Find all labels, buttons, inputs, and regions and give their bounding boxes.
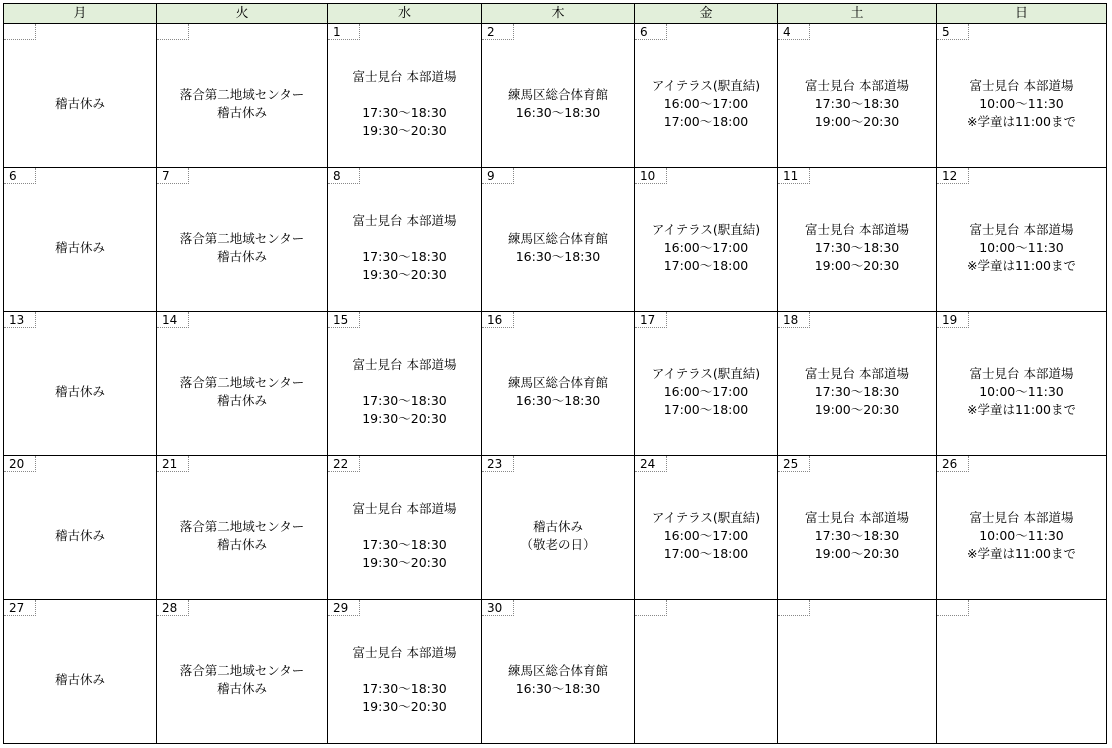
day-cell bbox=[937, 312, 1107, 456]
schedule-line: 稽古休み bbox=[54, 671, 105, 687]
schedule-line: 練馬区総合体育館 bbox=[507, 230, 608, 246]
schedule-line: 16:30～18:30 bbox=[515, 248, 601, 264]
schedule-line: 稽古休み bbox=[54, 95, 105, 111]
day-number bbox=[778, 600, 810, 616]
schedule-line: 17:00～18:00 bbox=[663, 113, 749, 129]
schedule-line: 17:30～18:30 bbox=[362, 248, 447, 264]
day-cell bbox=[482, 24, 635, 168]
schedule-line: 17:00～18:00 bbox=[663, 401, 749, 417]
schedule-line: 19:30～20:30 bbox=[362, 266, 447, 282]
day-cell bbox=[635, 456, 778, 600]
day-number: 28 bbox=[157, 600, 189, 616]
schedule-entry bbox=[482, 184, 634, 311]
day-number: 1 bbox=[328, 24, 360, 40]
schedule-line: 19:30～20:30 bbox=[362, 698, 447, 714]
weekday-header-fri: 金 bbox=[635, 4, 778, 24]
day-number: 23 bbox=[482, 456, 514, 472]
schedule-line: 富士見台 本部道場 bbox=[352, 500, 457, 516]
schedule-line: 16:00～17:00 bbox=[663, 95, 749, 111]
schedule-entry bbox=[4, 472, 156, 599]
day-cell bbox=[4, 168, 157, 312]
day-number: 21 bbox=[157, 456, 189, 472]
schedule-line: 富士見台 本部道場 bbox=[969, 365, 1074, 381]
schedule-line: 富士見台 本部道場 bbox=[969, 509, 1074, 525]
day-cell bbox=[4, 312, 157, 456]
day-cell bbox=[157, 312, 328, 456]
day-cell bbox=[482, 312, 635, 456]
schedule-entry bbox=[937, 184, 1106, 311]
schedule-line: 稽古休み bbox=[54, 527, 105, 543]
day-cell bbox=[4, 600, 157, 744]
schedule-entry bbox=[635, 472, 777, 599]
schedule-line: 富士見台 本部道場 bbox=[805, 221, 909, 237]
schedule-line: 稽古休み bbox=[216, 248, 267, 264]
schedule-line: 練馬区総合体育館 bbox=[507, 86, 608, 102]
day-number: 29 bbox=[328, 600, 360, 616]
weekday-header-sat: 土 bbox=[778, 4, 937, 24]
day-cell bbox=[328, 600, 482, 744]
week-row bbox=[4, 168, 1107, 312]
schedule-line: 練馬区総合体育館 bbox=[507, 662, 608, 678]
day-number: 10 bbox=[635, 168, 667, 184]
day-cell bbox=[4, 24, 157, 168]
schedule-line: 19:00～20:30 bbox=[814, 113, 900, 129]
day-number: 14 bbox=[157, 312, 189, 328]
schedule-entry bbox=[482, 328, 634, 455]
day-cell bbox=[157, 456, 328, 600]
day-number: 25 bbox=[778, 456, 810, 472]
weekday-header-thu: 木 bbox=[482, 4, 635, 24]
schedule-line: 17:00～18:00 bbox=[663, 545, 749, 561]
schedule-line: 19:30～20:30 bbox=[362, 554, 447, 570]
day-number: 6 bbox=[635, 24, 667, 40]
schedule-line: アイテラス(駅直結) bbox=[651, 77, 761, 93]
day-number: 16 bbox=[482, 312, 514, 328]
week-row bbox=[4, 456, 1107, 600]
schedule-line: 19:30～20:30 bbox=[362, 410, 447, 426]
day-cell bbox=[482, 600, 635, 744]
day-number: 30 bbox=[482, 600, 514, 616]
schedule-line: 17:00～18:00 bbox=[663, 257, 749, 273]
day-number: 13 bbox=[4, 312, 36, 328]
schedule-line: （敬老の日） bbox=[520, 536, 596, 552]
day-cell bbox=[4, 456, 157, 600]
schedule-line: 稽古休み bbox=[216, 392, 267, 408]
day-number bbox=[937, 600, 969, 616]
schedule-line: 16:00～17:00 bbox=[663, 239, 749, 255]
day-cell bbox=[778, 168, 937, 312]
day-cell bbox=[937, 24, 1107, 168]
day-number: 22 bbox=[328, 456, 360, 472]
schedule-entry bbox=[778, 472, 936, 599]
day-number: 15 bbox=[328, 312, 360, 328]
schedule-line: 富士見台 本部道場 bbox=[969, 221, 1074, 237]
week-row bbox=[4, 312, 1107, 456]
day-cell bbox=[778, 600, 937, 744]
day-cell bbox=[937, 168, 1107, 312]
schedule-line: 17:30～18:30 bbox=[814, 239, 900, 255]
day-number: 27 bbox=[4, 600, 36, 616]
day-cell bbox=[937, 600, 1107, 744]
schedule-line: 富士見台 本部道場 bbox=[352, 212, 457, 228]
schedule-line: 10:00～11:30 bbox=[979, 239, 1064, 255]
day-cell bbox=[778, 456, 937, 600]
schedule-entry bbox=[778, 328, 936, 455]
schedule-line: 17:30～18:30 bbox=[362, 104, 447, 120]
schedule-entry bbox=[328, 184, 481, 311]
day-cell bbox=[328, 456, 482, 600]
day-number: 9 bbox=[482, 168, 514, 184]
day-number: 7 bbox=[157, 168, 189, 184]
schedule-line: 富士見台 本部道場 bbox=[969, 77, 1074, 93]
schedule-line: 稽古休み bbox=[54, 239, 105, 255]
weekday-header-wed: 水 bbox=[328, 4, 482, 24]
day-number: 5 bbox=[937, 24, 969, 40]
schedule-line: 19:00～20:30 bbox=[814, 257, 900, 273]
schedule-line: アイテラス(駅直結) bbox=[651, 221, 761, 237]
day-number: 4 bbox=[778, 24, 810, 40]
day-cell bbox=[635, 312, 778, 456]
schedule-line: 17:30～18:30 bbox=[362, 536, 447, 552]
schedule-line: 落合第二地域センター bbox=[179, 230, 305, 246]
schedule-line: ※学童は11:00まで bbox=[967, 257, 1076, 273]
schedule-entry bbox=[328, 40, 481, 167]
day-cell bbox=[328, 24, 482, 168]
schedule-line: 17:30～18:30 bbox=[362, 392, 447, 408]
schedule-entry bbox=[635, 40, 777, 167]
schedule-entry bbox=[482, 472, 634, 599]
schedule-entry bbox=[157, 184, 327, 311]
schedule-entry bbox=[482, 616, 634, 743]
schedule-entry bbox=[328, 328, 481, 455]
day-cell bbox=[328, 312, 482, 456]
calendar-table bbox=[3, 3, 1107, 744]
schedule-line: 16:30～18:30 bbox=[515, 680, 601, 696]
weekday-header-row bbox=[4, 4, 1107, 24]
schedule-line: 富士見台 本部道場 bbox=[805, 77, 909, 93]
day-cell bbox=[157, 24, 328, 168]
schedule-line: 16:00～17:00 bbox=[663, 527, 749, 543]
day-cell bbox=[778, 312, 937, 456]
day-number: 11 bbox=[778, 168, 810, 184]
schedule-entry bbox=[4, 328, 156, 455]
day-number: 26 bbox=[937, 456, 969, 472]
schedule-entry bbox=[4, 40, 156, 167]
schedule-line: ※学童は11:00まで bbox=[967, 545, 1076, 561]
schedule-line: 16:30～18:30 bbox=[515, 104, 601, 120]
schedule-entry bbox=[328, 616, 481, 743]
schedule-entry bbox=[635, 184, 777, 311]
schedule-line: 17:30～18:30 bbox=[814, 527, 900, 543]
day-cell bbox=[328, 168, 482, 312]
schedule-line: 落合第二地域センター bbox=[179, 86, 305, 102]
day-number bbox=[4, 24, 36, 40]
schedule-entry bbox=[4, 184, 156, 311]
day-cell bbox=[157, 168, 328, 312]
schedule-entry bbox=[328, 472, 481, 599]
schedule-line: 10:00～11:30 bbox=[979, 95, 1064, 111]
weekday-header-mon: 月 bbox=[4, 4, 157, 24]
schedule-entry bbox=[482, 40, 634, 167]
schedule-line: 17:30～18:30 bbox=[362, 680, 447, 696]
schedule-entry bbox=[157, 472, 327, 599]
schedule-line: 富士見台 本部道場 bbox=[352, 644, 457, 660]
day-cell bbox=[482, 168, 635, 312]
schedule-line: ※学童は11:00まで bbox=[967, 113, 1076, 129]
schedule-entry bbox=[635, 328, 777, 455]
day-cell bbox=[482, 456, 635, 600]
schedule-entry bbox=[4, 616, 156, 743]
schedule-line: 10:00～11:30 bbox=[979, 527, 1064, 543]
schedule-line: 稽古休み bbox=[216, 104, 267, 120]
schedule-line: 16:30～18:30 bbox=[515, 392, 601, 408]
day-cell bbox=[157, 600, 328, 744]
day-cell bbox=[635, 600, 778, 744]
schedule-line: 富士見台 本部道場 bbox=[352, 68, 457, 84]
day-cell bbox=[635, 168, 778, 312]
day-cell bbox=[635, 24, 778, 168]
schedule-entry bbox=[937, 472, 1106, 599]
schedule-line: 落合第二地域センター bbox=[179, 374, 305, 390]
schedule-line: 富士見台 本部道場 bbox=[805, 365, 909, 381]
schedule-entry bbox=[778, 616, 936, 743]
day-number: 19 bbox=[937, 312, 969, 328]
schedule-entry bbox=[635, 616, 777, 743]
schedule-line: 19:30～20:30 bbox=[362, 122, 447, 138]
schedule-line: 落合第二地域センター bbox=[179, 662, 305, 678]
schedule-line: 富士見台 本部道場 bbox=[805, 509, 909, 525]
schedule-line: 練馬区総合体育館 bbox=[507, 374, 608, 390]
schedule-entry bbox=[157, 616, 327, 743]
schedule-line: ※学童は11:00まで bbox=[967, 401, 1076, 417]
day-number: 2 bbox=[482, 24, 514, 40]
schedule-line: 稽古休み bbox=[532, 518, 583, 534]
day-number: 24 bbox=[635, 456, 667, 472]
schedule-line: 17:30～18:30 bbox=[814, 95, 900, 111]
day-number: 12 bbox=[937, 168, 969, 184]
schedule-line: 落合第二地域センター bbox=[179, 518, 305, 534]
schedule-line: アイテラス(駅直結) bbox=[651, 365, 761, 381]
week-row bbox=[4, 24, 1107, 168]
schedule-entry bbox=[157, 40, 327, 167]
weekday-header-sun: 日 bbox=[937, 4, 1107, 24]
schedule-line: 稽古休み bbox=[54, 383, 105, 399]
day-number bbox=[157, 24, 189, 40]
schedule-line: 16:00～17:00 bbox=[663, 383, 749, 399]
schedule-entry bbox=[778, 40, 936, 167]
schedule-entry bbox=[937, 616, 1106, 743]
schedule-entry bbox=[778, 184, 936, 311]
day-number: 8 bbox=[328, 168, 360, 184]
schedule-line: 稽古休み bbox=[216, 680, 267, 696]
weekday-header-tue: 火 bbox=[157, 4, 328, 24]
schedule-line: 17:30～18:30 bbox=[814, 383, 900, 399]
schedule-entry bbox=[937, 40, 1106, 167]
schedule-line: 19:00～20:30 bbox=[814, 401, 900, 417]
week-row bbox=[4, 600, 1107, 744]
day-number: 6 bbox=[4, 168, 36, 184]
day-cell bbox=[778, 24, 937, 168]
day-number: 20 bbox=[4, 456, 36, 472]
schedule-entry bbox=[937, 328, 1106, 455]
schedule-entry bbox=[157, 328, 327, 455]
schedule-line: 稽古休み bbox=[216, 536, 267, 552]
day-number: 17 bbox=[635, 312, 667, 328]
day-cell bbox=[937, 456, 1107, 600]
schedule-line: 19:00～20:30 bbox=[814, 545, 900, 561]
calendar-body bbox=[4, 24, 1107, 744]
day-number bbox=[635, 600, 667, 616]
day-number: 18 bbox=[778, 312, 810, 328]
schedule-line: アイテラス(駅直結) bbox=[651, 509, 761, 525]
schedule-line: 10:00～11:30 bbox=[979, 383, 1064, 399]
schedule-line: 富士見台 本部道場 bbox=[352, 356, 457, 372]
